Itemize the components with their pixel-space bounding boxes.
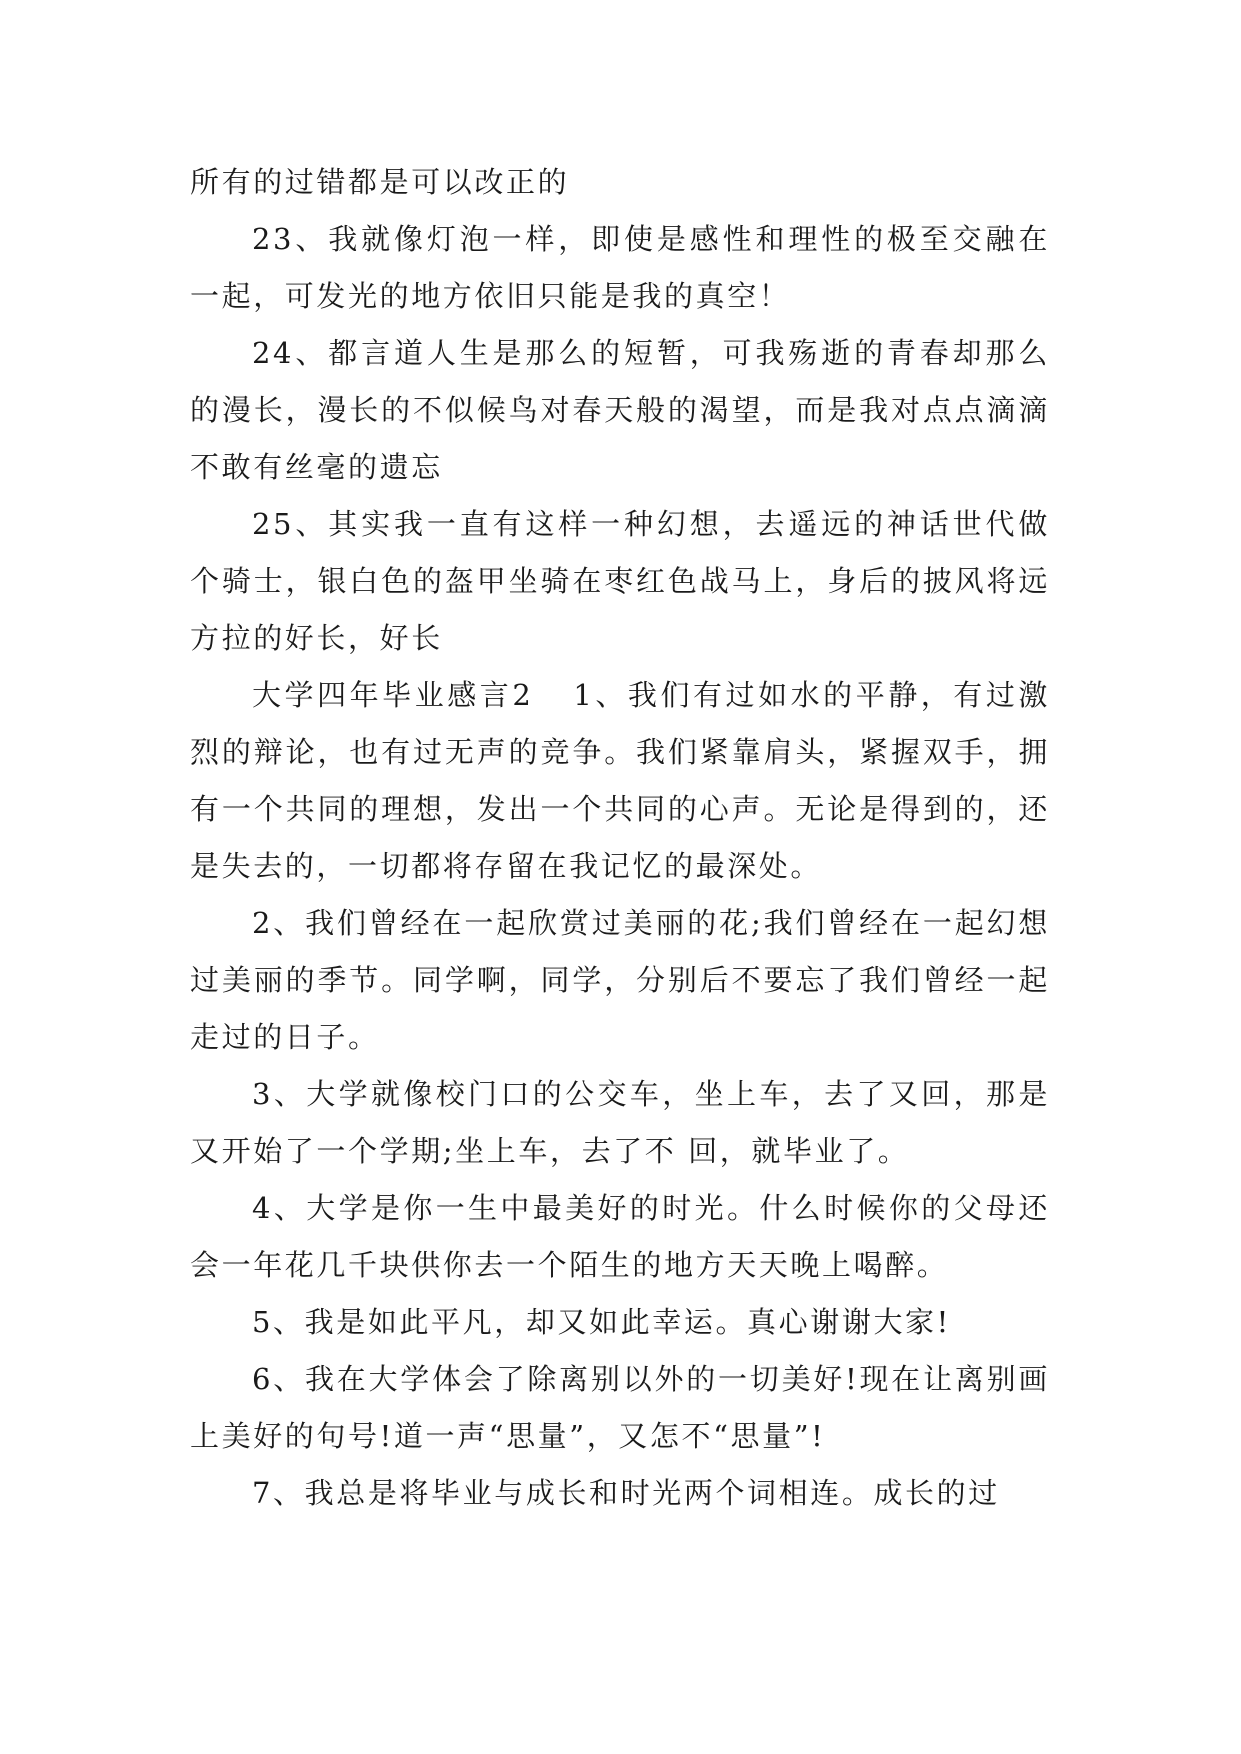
paragraph-item-7: 7、我总是将毕业与成长和时光两个词相连。成长的过 xyxy=(252,1476,1000,1510)
paragraph-item-6: 6、我在大学体会了除离别以外的一切美好!现在让离别画上美好的句号!道一声“思量”，又怎不“思量”! xyxy=(190,1362,1050,1453)
paragraph-item-25: 25、其实我一直有这样一种幻想，去遥远的神话世代做个骑士，银白色的盔甲坐骑在枣红色战马上，身后的披风将远方拉的好长，好长 xyxy=(190,507,1050,655)
paragraph-item-24: 24、都言道人生是那么的短暂，可我殇逝的青春却那么的漫长，漫长的不似候鸟对春天般的渴望，而是我对点点滴滴不敢有丝毫的遗忘 xyxy=(190,336,1050,484)
paragraph-item-5: 5、我是如此平凡，却又如此幸运。真心谢谢大家! xyxy=(252,1305,951,1339)
section-item-1: 1、我们有过如水的平静，有过激烈的辩论，也有过无声的竞争。我们紧靠肩头，紧握双手，拥有一个共同的理想，发出一个共同的心声。无论是得到的，还是失去的，一切都将存留在我记忆的最深处。 xyxy=(190,678,1050,883)
paragraph-item-3: 3、大学就像校门口的公交车，坐上车，去了又回，那是又开始了一个学期;坐上车，去了不 回，就毕业了。 xyxy=(190,1077,1050,1168)
paragraph-item-2: 2、我们曾经在一起欣赏过美丽的花;我们曾经在一起幻想过美丽的季节。同学啊，同学，分别后不要忘了我们曾经一起走过的日子。 xyxy=(190,906,1050,1054)
paragraph-item-4: 4、大学是你一生中最美好的时光。什么时候你的父母还会一年花几千块供你去一个陌生的地方天天晚上喝醉。 xyxy=(190,1191,1050,1282)
section-paragraph xyxy=(190,667,1050,895)
paragraph-continuation: 所有的过错都是可以改正的 xyxy=(190,165,570,199)
paragraph-item-23: 23、我就像灯泡一样，即使是感性和理性的极至交融在一起，可发光的地方依旧只能是我的真空！ xyxy=(190,222,1050,313)
document-body xyxy=(190,154,1050,1522)
section-title: 大学四年毕业感言2 xyxy=(252,678,534,712)
